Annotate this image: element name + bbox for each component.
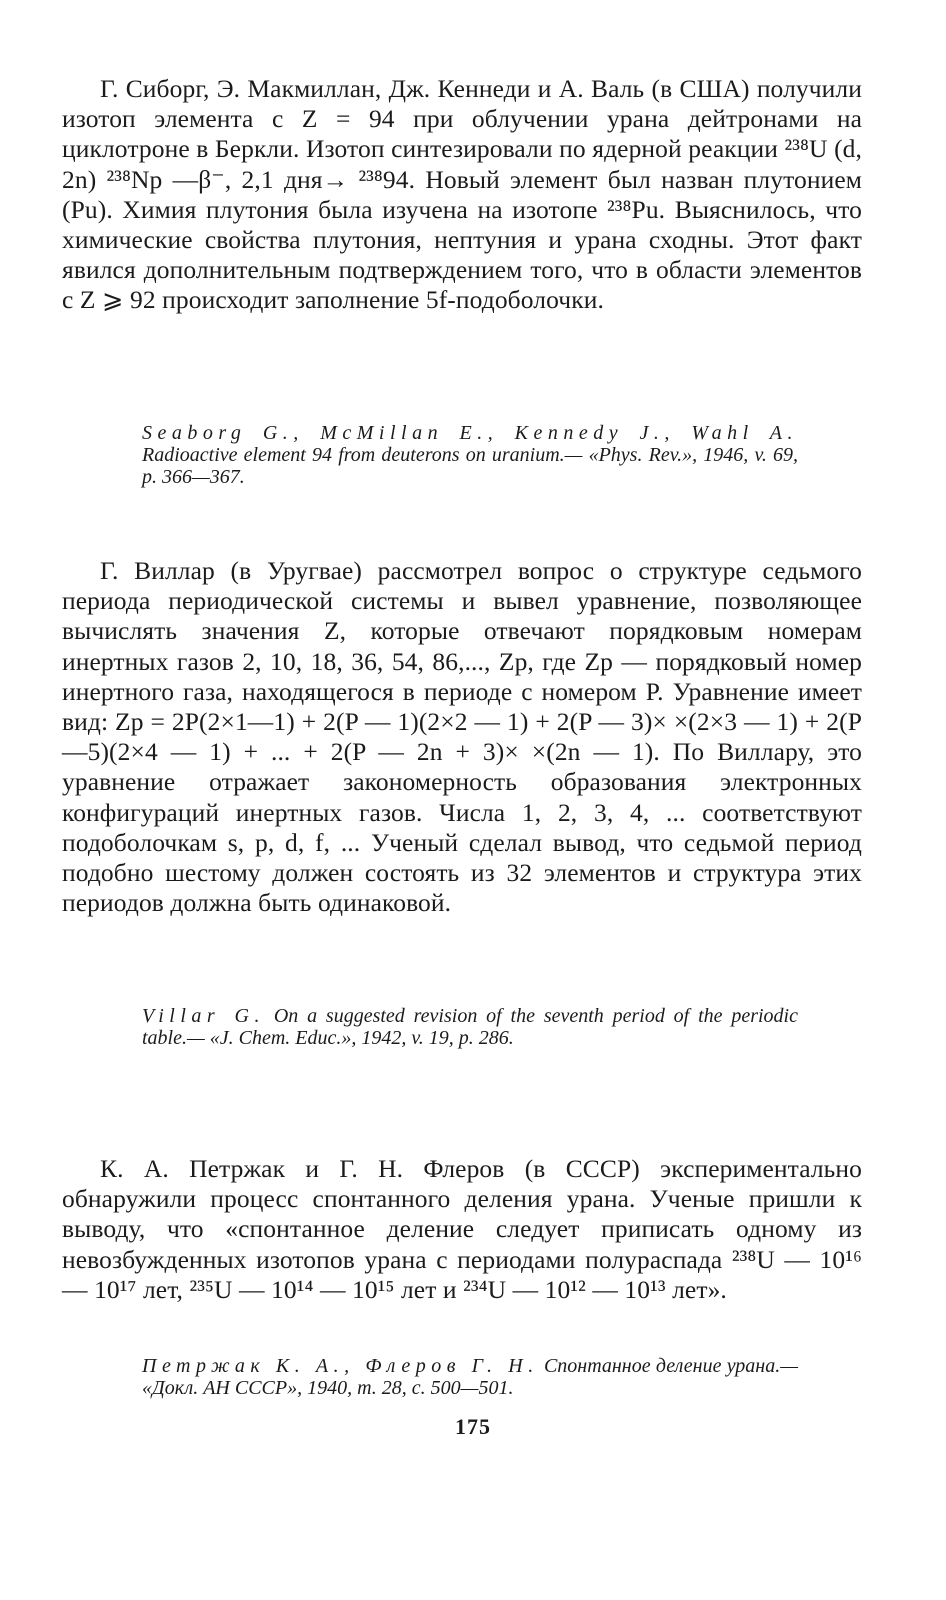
- reference-petrzhak: [142, 1355, 798, 1399]
- entry-villar: [62, 556, 862, 918]
- reference-details: Спонтанное деление урана.— «Докл. АН СССР», 1940, т. 28, с. 500—501.: [142, 1355, 799, 1399]
- reference-seaborg: [142, 422, 798, 488]
- reference-authors: Петржак К. А., Флеров Г. Н.: [142, 1355, 539, 1377]
- reference-authors: Seaborg G., McMillan E., Kennedy J., Wahl A.: [142, 422, 798, 444]
- reference-details: Radioactive element 94 from deuterons on uranium.— «Phys. Rev.», 1946, v. 69, p. 366—367.: [142, 444, 798, 488]
- entry-seaborg: [62, 74, 862, 316]
- entry-paragraph: К. А. Петржак и Г. Н. Флеров (в СССР) экспериментально обнаружили процесс спонтанного деления урана. Ученые пришли к выводу, что «спонтанное деление следует приписать одному из невозбужденных изотопов урана с периодами полураспада ²³⁸U — 10¹⁶ — 10¹⁷ лет, ²³⁵U — 10¹⁴ — 10¹⁵ лет и ²³⁴U — 10¹² — 10¹³ лет».: [62, 1154, 862, 1304]
- reference-villar: [142, 1005, 798, 1049]
- reference-details: On a suggested revision of the seventh period of the periodic table.— «J. Chem. Educ.», 1942, v. 19, p. 286.: [142, 1005, 798, 1049]
- entry-paragraph: Г. Сиборг, Э. Макмиллан, Дж. Кеннеди и А. Валь (в США) получили изотоп элемента с Z = 94 при облучении урана дейтронами на циклотроне в Беркли. Изотоп синтезировали по ядерной реакции ²³⁸U (d, 2n) ²³⁸Np —β⁻, 2,1 дня→ ²³⁸94. Новый элемент был назван плутонием (Pu). Химия плутония была изучена на изотопе ²³⁸Pu. Выяснилось, что химические свойства плутония, нептуния и урана сходны. Этот факт явился дополнительным подтверждением того, что в области элементов с Z ⩾ 92 происходит заполнение 5f-подоболочки.: [62, 74, 862, 315]
- entry-paragraph: Г. Виллар (в Уругвае) рассмотрел вопрос о структуре седьмого периода периодической системы и вывел уравнение, позволяющее вычислять значения Z, которые отвечают порядковым номерам инертных газов 2, 10, 18, 36, 54, 86,..., Zp, где Zp — порядковый номер инертного газа, находящегося в периоде с номером P. Уравнение имеет вид: Zp = 2P(2×1—1) + 2(P — 1)(2×2 — 1) + 2(P — 3)× ×(2×3 — 1) + 2(P —5)(2×4 — 1) + ... + 2(P — 2n + 3)× ×(2n — 1). По Виллару, это уравнение отражает закономерность образования электронных конфигураций инертных газов. Числа 1, 2, 3, 4, ... соответствуют подоболочкам s, p, d, f, ... Ученый сделал вывод, что седьмой период подобно шестому должен состоять из 32 элементов и структура этих периодов должна быть одинаковой.: [62, 556, 862, 918]
- entry-petrzhak: [62, 1154, 862, 1305]
- page-number: 175: [455, 1414, 491, 1439]
- reference-authors: Villar G.: [142, 1005, 265, 1027]
